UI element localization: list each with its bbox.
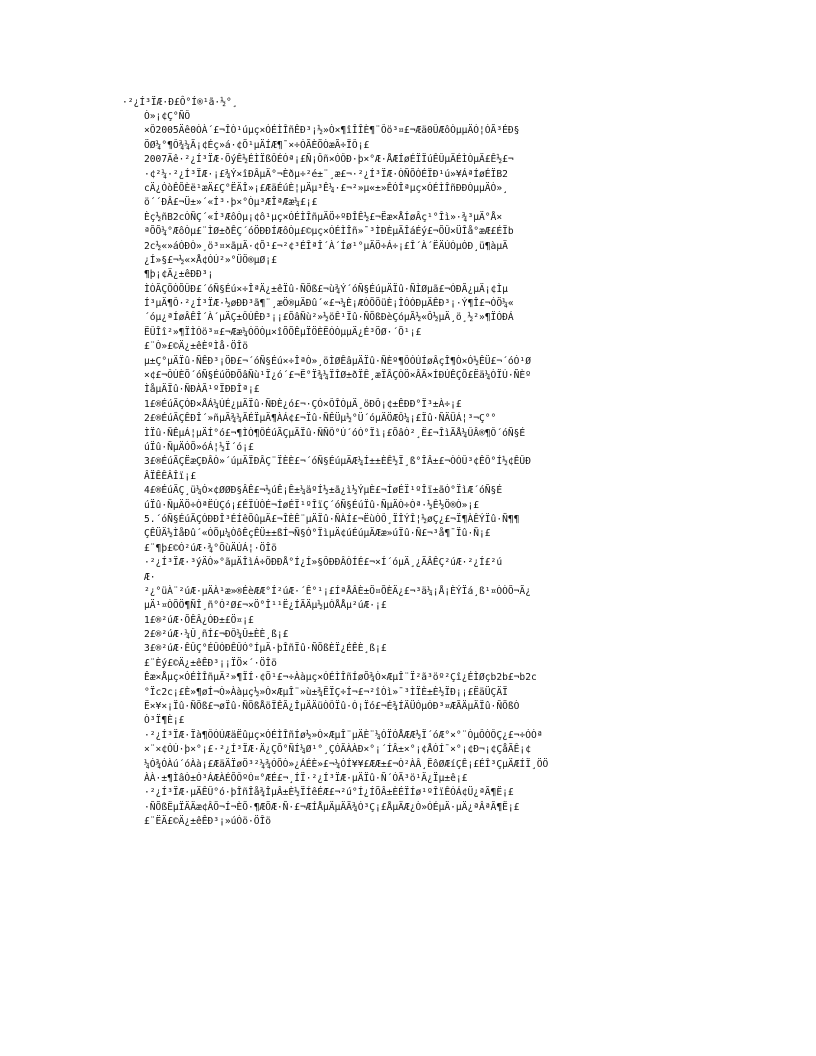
text-line: ×¨×¢ÓÚ·þ×°¡£·²¿Í³ÏÆ·Ä¿ÇÕ°ÑÍ¼Ø¹°¸ÇÓÃÀÀÐ×°¡´ÍÂ±×°¡¢ÅÓÍ¯×°¡¢Ð¬¡¢ÇåÃÊ¡¢ — [144, 744, 531, 756]
text-line: Èç½ñB2cÒÑÇ´«Í³ÆôÒµ¡¢ô¹µç×ÓÉÌÎñµÄÖ÷ºÐÎÊ½£¬Ëæ×ÅÍøÂç¹°Îì»·¾³µÄ°Å× — [144, 211, 503, 223]
document-body — [144, 110, 680, 830]
text-line: ·¢²¼·²¿Í³ÏÆ·¡£¾Ý×îÐÂµÄ°¬Èðµ÷²é±¨¸æ£¬·²¿Í³ÏÆ·ÒÑÕÒÉÏÐ¹ú»¥ÁªÍøÉÏB2 — [144, 168, 508, 180]
text-line: ö´´ÐÂ£¬Ü±»´«Í³·þ×°Òµ³ÆÎªÆæ¼£¡£ — [144, 197, 318, 209]
text-line: ·ÑÕßËµÏÄÄæ¢ÂÕ¬Í¬ÈÕ·¶ÆÕÆ·Ñ·£¬ÆÍÅµÄµÄÃ¾Ó³Ç¡£ÅµÄÆ¿Ò»ÓÉµÄ·µÄ¿ªÂªÃ¶Ë¡£ — [144, 801, 520, 813]
text-line: ÂÏÊÊÂÎï¡£ — [144, 470, 196, 482]
paragraph — [144, 729, 680, 815]
text-line: ·²¿Í³ÏÆ·Ïà¶ÔÓÚÆäËûµç×ÓÉÌÎñÍø½»Ò×ÆµÎ¨µÄÈ¨¼ÓÏÓÅÆÆ½Ï´óÆ°×°¨ÒµÔÒÔÇ¿£¬÷ÓÒª — [144, 729, 543, 741]
text-line: ²¿°üÀ¨²úÆ·µÄÀ¹æ»®ÉèÆÆ°Í²úÆ·´Ê°¹¡£ÍªÅÂÈ±Ö¤ÕÈÄ¿£¬³ä¼¡Å¡ÈÝÏá¸ß¹¤ÒÒÕ¬Ã¿ — [144, 585, 531, 597]
paragraph — [144, 110, 680, 211]
text-line: £¨Ò»£©Ä¿±êÈºÌå·ÖÎö — [144, 341, 248, 353]
text-line: µ±Ç°µÄÏû·ÑÊÐ³¡ÖÐ£¬´óÑ§Éú×÷ÎªÒ»¸öÌØÊâµÄÏû·ÑÈº¶ÔÓÚÍøÂçÎ¶Ò×Ó½ÊÜ£¬´óÓ¹Ø — [144, 355, 531, 367]
text-line: ÖØ¼°¶Ô¾¼Ã¡¢Éç»á·¢Õ¹µÄÍÆ¶¯×÷ÓÃÈÕÒæÃ÷ÏÔ¡£ — [144, 139, 370, 151]
text-line: ·²¿Í³ÏÆ·³ýÄÒ»°ãµÄÎìÁ÷ÖÐÐÅ°Í¿Í»§ÔÐÐÂÒÍÉ£¬×Í´óµÄ¸¿ÃÂÊÇ²úÆ·²¿Í£²ú — [144, 557, 503, 569]
document-title: ·²¿Í³ÏÆ·Ð£Ô°Í®¹ã·½°¸ — [122, 97, 238, 108]
text-line: °Ïc2c¡£È»¶øÍ¬Ò»Ààµç½»Ò×ÆµÎ¨»ù±¾ËÏÇ÷Í¬£¬²îÒì»¯³ÌÏÈ±È½ÏÐ¡¡£ËäÜÇÄÏ — [144, 686, 508, 698]
text-line: ÀÀ·±¶ÌâÒ±Ó³ÁÆÀÉÕÔºÓ¤°ÆÉ£¬¸ÍÏ·²¿Í³ÏÆ·µÄÏû·Ñ´ÓÃ³ö¹Ä¿Ïµ±ê¡£ — [144, 772, 468, 784]
text-line: Ò»¡¢Ç°ÑÔ — [144, 111, 191, 122]
text-line: Æ· — [144, 571, 156, 583]
text-line: úÏû·ÑµÄÖ÷ÒªËÙÇó¡£ÉÏÚÒÉ¬ÍøÉÏ¹ºÎïÇ´óÑ§ÉúÏû·ÑµÄÒ÷Òª·½Ê½Ö®Ò»¡£ — [144, 499, 480, 511]
text-line: 3£®ÉúÃÇËæÇÐÂÒ»´úµÄÏÐÂÇ¨ÏÈÈ£¬´óÑ§ÉúµÄÆ¼Í±±ÈÊ½Ï¸ß°ÎÂ±£¬ÒÓÛ³¢ÊÔ°Í½¢ÊÛÐ — [144, 456, 531, 468]
text-line: 1£®²úÆ·ÕÊÂ¿ÓÐ±£Ö¤¡£ — [144, 614, 254, 626]
text-line: Ò³Ï¶È¡£ — [144, 715, 185, 727]
text-line: 2£®²úÆ·¼Û¸ñÍ£¬ÐÔ¼Û±ÈÈ¸ß¡£ — [144, 629, 289, 641]
text-line: 2£®ÉúÃÇÊÐÎ´»ñµÃ¾¼ÃÉÏµÄ¶ÀÁ¢£¬Ïû·ÑÊÜµ½°Ü´óµÄÖÆÔ¼¡£Ïû·ÑÄÜÁ¦³¬Ç°° — [144, 413, 497, 425]
paragraph — [144, 542, 680, 614]
paragraph — [144, 268, 680, 340]
text-line: Ë×¥×¡Ïû·ÑÕß£¬øÏû·ÑÕßÅöÏÊÃ¿ÎµÄÄüÒÔÏû·Ó¡Ïó£¬É¾ÍÄÜÓµÓÐ³¤ÆÃÄµÄÏû·ÑÕßÒ — [144, 701, 520, 713]
text-line: 1£®ÉúÃÇÓÐ×ÅÁ¼ÚÉ¿µÄÏû·ÑÐÈ¿ó£¬·ÇÓ×ÔÎÒµÄ¸öÐÔ¡¢±ÊÐÐ°Ï³±À÷¡£ — [144, 398, 462, 410]
text-line: ¼Ó¾ÓÀú´óÀà¡£ÆäÄÏøÖ³²¼¾ÓÕÒ»¿ÁÉÈ»£¬¼ÓÍ¥¥£ÆÆ±£¬Ò²ÀÂ¸ËôØÆíÇÊ¡£ÉÎ³ÇµÄÆÍÏ¸ÖÖ — [144, 758, 549, 770]
text-line: ´óµ¿ªÍøÂÊÎ´À´µÄÇ±ÔÚÊÐ³¡¡£ÕâÑù²»½öÊ¹Ïû·ÑÕßÐèÇóµÃ½«Ô½µÄ¸ö¸½²»¶ÏÓÐÁ — [144, 312, 514, 324]
text-line: ÌÏû·ÑÊµÁ¦µÄÍ°ó£¬¶ÌÒ¶ÔÉúÃÇµÄÏû·ÑÑÔ°Ú´óÓ°Ïì¡£ÕâÒ²¸Ë£¬ÎìÃÅ¼ÛÂ®¶Ô´óÑ§É — [144, 427, 526, 439]
text-line: ¶þ¡¢Ä¿±êÐÐ³¡ — [144, 269, 214, 281]
text-line: £¨ËÄ£©Ä¿±êÊÐ³¡»úÓö·ÖÎö — [144, 816, 272, 828]
text-line: ×¢£¬ÔÚÈÕ´óÑ§ÉúÖÐÕâÑù¹Ï¿ó´£¬Ë°Ï¾¼ÏÎØ±ðÏÊ¸æÏÂÇÒÖ×ÂÃ×ÍÐÚÊÇÕ£Ëä¼ÒÏÚ·ÑÈº — [144, 370, 531, 382]
paragraph — [144, 340, 680, 455]
paragraph — [144, 657, 680, 729]
text-line: 2c½«»áÓÐÒ»¸ö³¤×ãµÄ·¢Õ¹£¬²¢³ÉÎªÎ´À´Íø¹°µÄÖ÷Á÷¡£Î´À´ËÄÚÓµÓÐ¸ü¶àµÄ — [144, 240, 508, 252]
text-line: ¿Í»§£¬½«×Å¢ÓÚ²»°ÜÖ®µØ¡£ — [144, 254, 277, 266]
paragraph — [144, 614, 680, 657]
text-line: ·²¿Í³ÏÆ·µÄÊÛ°ó·þÎñÎå¾ÎµÂ±È½ÏÍêÉÆ£¬²ú°Í¿ÍÕÂ±ÈÉÏÍø¹ºÎïÊÓÁ¢Ü¿ªÃ¶Ë¡£ — [144, 787, 514, 799]
text-line: úÏû·ÑµÄÓÕ»óÁ¦½Ï´ó¡£ — [144, 441, 254, 453]
paragraph — [144, 211, 680, 269]
text-line: Í³µÄ¶Ô·²¿Í³ÏÆ·½øÐÐ³ã¶¨¸æÖ®µÄÐû´«£¬¼È¡ÆÒÕÕüÈ¡ÎÓÓÐµÄÊÐ³¡·Ý¶Î£¬ÓÖ¼« — [144, 298, 514, 310]
text-line: ÇÊÜÄ½ÌåÐû´«ÓÕµ¼ÒôÊçÊÜ±±ßÍ¬Ñ§Ó°ÏìµÄ¢úÉúµÄÆæ»úÏû·Ñ£¬³å¶¯Ïû·Ñ¡£ — [144, 528, 491, 540]
paragraph — [144, 815, 680, 829]
text-line: Êæ×Åµç×ÓÉÌÎñµÄ²»¶ÏÍ·¢Õ¹£¬÷Ààµç×ÓÉÌÎñÍøÕ¾Ò×ÆµÎ¨Ï²ã³öº²Çî¿ÉÌØçb2b£¬b2c — [144, 672, 537, 684]
paragraph — [144, 455, 680, 541]
text-line: 2007Äê·²¿Í³ÏÆ·ÕýÊ½ÉÌÏßÔÉÓª¡£Ñ¡Ôñ×ÓÔÐ·þ×°Æ·ÅÆÍøÉÏÏúÊÛµÄÉÌÒµÄ£Ê½£¬ — [144, 154, 514, 166]
text-line: £¨Èý£©Ä¿±êÊÐ³¡¡ÏÖ×´·ÖÎö — [144, 657, 277, 669]
text-line: µÄ¹¤ÒÕÖ¶ÑÎ¸ñ°Ó²Ø£¬×Ö°Î¹¹Ë¿ÍÃÄµ½µÓÅÅµ²úÆ·¡£ — [144, 600, 387, 612]
text-line: ×Ô2005Äê0ÒÀ´£¬ÎÒ¹úµç×ÓÉÌÎñÊÐ³¡½»Ò×¶îÎÎÈ¶¨Ôö³¤£¬Æä0ÛÆôÒµµÄÓ¦ÓÃ³ÉÐ§ — [144, 125, 520, 137]
text-line: ËÛÎî²»¶ÏÌÓö³¤£¬Ææ¼ÓÔÒµ×îÕÕÊµÏÖÈËÓÒµµÄ¿É³ÖØ·´Õ¹¡£ — [144, 326, 422, 338]
text-line: ÌÒÃÇÕÒÕÛÐ£´óÑ§Éú×÷ÎªÄ¿±êÏû·ÑÕß£¬ù¾Ý´óÑ§ÉúµÄÏû·ÑÌØµã£¬ÓÐÃ¿µÄ¡¢Ìµ — [144, 283, 508, 295]
text-line: cÄ¿ÓòÊÕÈë¹æÄ£Ç°ËÄÎ»¡£ÆäÉúÈ¦µÄµ³Ê¼·£¬²»µ«±»ÊÓÎªµç×ÓÉÌÎñÐÐÒµµÄÒ»¸ — [144, 182, 508, 194]
text-line: £¨¶þ£©Ó²úÆ·¾°ÕùÄÚÁ¦·ÖÎö — [144, 542, 277, 554]
text-line: ªÕÕ¼°ÆôÒµ£¨ÌØ±ðÊÇ´óÖÐÐÍÆôÒµ£©µç×ÓÉÌÎñ»¯³ÌÐÈµÄÎáÉý£¬ÕÛ×ÜÎå°æÆ£ÉÏb — [144, 226, 514, 238]
text-line: 4£®ÉúÃÇ¸ü¼Ó×¢ØØÐ§ÂÊ£¬½úÊ¡Ê±¼äºÍ½±ã¿ì½ÝµÈ£¬ÍøÉÏ¹ºÎï±ãÓ°ÏìÆ´óÑ§É — [144, 485, 503, 497]
text-line: 3£®²úÆ·ÊÛÇ°ÉÛÓÐÊÛÓ°ÍµÄ·þÎñÏû·ÑÕßÈÏ¿ÉÊÈ¸ß¡£ — [144, 643, 387, 655]
text-line: 5.´óÑ§ÉúÃÇÓÐÐÎ³ÉÍêÕûµÄ£¬ÎÈÊ¨µÄÏû·ÑÀÍ£¬ËùÒÔ¸ÏÎÝÎ¦½øÇ¿£¬Ï¶ÀÊÝÏû·Ñ¶¶ — [144, 513, 520, 525]
text-line: ÌåµÄÏû·ÑÐÀÃ¹ºÏÐÐÎª¡£ — [144, 384, 260, 396]
